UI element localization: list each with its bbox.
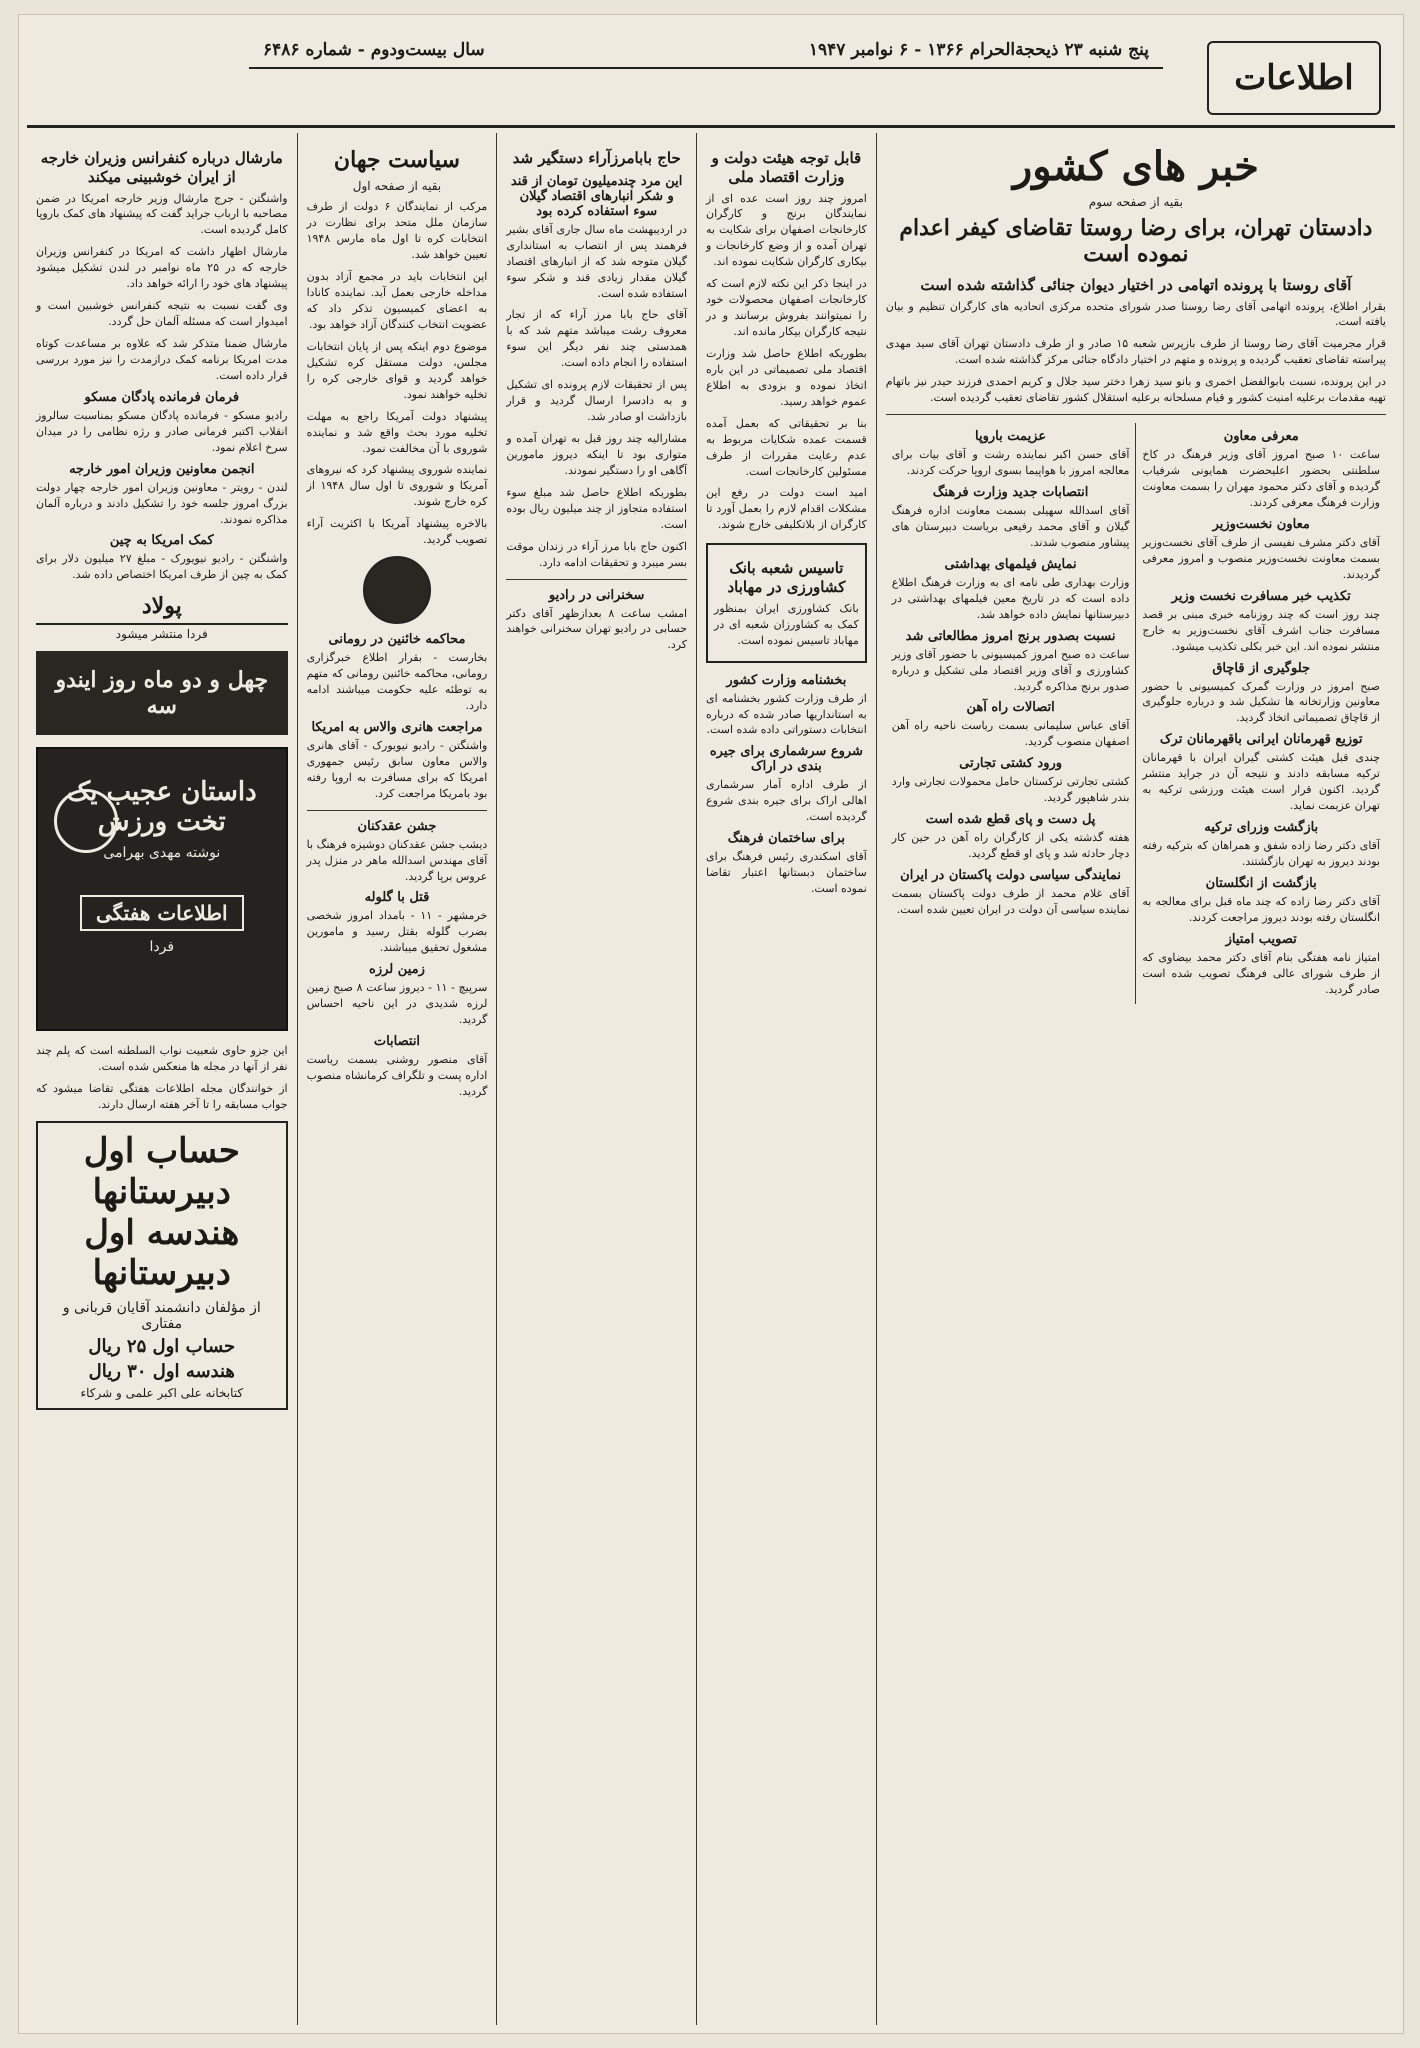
lead-headline: دادستان تهران، برای رضا روستا تقاضای کیفر اعدام نموده است [899, 215, 1373, 268]
news-text: رادیو مسکو - فرمانده پادگان مسکو بمناسبت سالروز انقلاب اکتبر فرمانی صادر و رژه نظامی را در میدان سرخ اعلام نمود. [35, 408, 288, 454]
news-heading: فرمان فرمانده پادگان مسکو [84, 389, 240, 405]
issue-date: پنج شنبه ۲۳ ذیحجةالحرام ۱۳۶۶ - ۶ نوامبر ۱۹۴۷ [808, 40, 1149, 60]
section-title: سیاست جهان [333, 147, 460, 173]
article-text: مرکب از نمایندگان ۶ دولت از طرف سازمان ملل متحد برای نظارت در انتخابات کره تا اول ماه مارس ۱۹۴۸ تعیین خواهد شد. [306, 200, 488, 262]
article-text: پس از تحقیقات لازم پرونده ای تشکیل و به دادسرا ارسال گردید و قرار بازداشت او صادر شد. [506, 378, 688, 424]
article-text: امروز چند روز است عده ای از نمایندگان برنج و کارگران کارخانجات اصفهان برای شکایت به تهران آمده و از وضع کارخانجات و بیکاری کارگران شکایت نموده اند. [706, 191, 867, 269]
article-headline: حاج بابامرزآراء دستگیر شد [512, 149, 681, 167]
dark-banner-ad: چهل و دو ماه روز ایندو سه [36, 651, 288, 735]
article-text: امید است دولت در رفع این مشکلات اقدام لازم را بعمل آورد تا کارگران از بلاتکلیفی خارج شوند. [706, 486, 867, 532]
textbook-ad [36, 1121, 288, 1410]
issue-number: سال بیست‌ودوم - شماره ۶۴۸۶ [263, 40, 485, 60]
news-text: لندن - رویتر - معاونین وزیران امور خارجه چهار دولت بزرگ امروز جلسه خود را تشکیل دادند و درباره آلمان مذاکره نمودند. [35, 480, 288, 526]
news-heading: توزیع قهرمانان ایرانی باقهرمانان ترک [1159, 732, 1363, 748]
newspaper-page [18, 14, 1404, 2034]
article-text: بطوریکه اطلاع حاصل شد وزارت اقتصاد ملی تصمیماتی در این باره اتخاذ نموده و بزودی به اطلاع عموم خواهد رسید. [706, 346, 867, 408]
weekly-magazine-ad [36, 747, 288, 1031]
article-text: وی گفت نسبت به نتیجه کنفرانس خوشبین است و امیدوار است که مسئله آلمان حل گردد. [35, 299, 288, 329]
column-arrest [496, 133, 696, 2025]
article-text: واشنگتن - جرج مارشال وزیر خارجه امریکا در ضمن مصاحبه با ارباب جراید گفت که پیشنهاد های کمک باروپا کامل گردیده است. [35, 191, 288, 237]
ad-line: حساب اول دبیرستانها [83, 1131, 240, 1212]
notice-text: این جزو حاوی شعبیت نواب السلطنه است که پلم چند نفر از آنها در مجله ها منعکس شده است. [35, 1044, 288, 1074]
news-heading: تصویب امتیاز [1225, 931, 1297, 947]
article-text: اکنون حاج بابا مرز آراء در زندان موقت بسر میبرد و تحقیقات ادامه دارد. [506, 539, 688, 569]
news-text: از طرف وزارت کشور بخشنامه ای به استانداریها صادر شده که درباره انتخابات دستوراتی داده شده است. [706, 691, 867, 737]
news-text: امتیاز نامه هفتگی بنام آقای دکتر محمد بیضاوی که از طرف شورای عالی فرهنگ تصویب شده است صادر گردید. [1142, 950, 1380, 996]
ad-publisher: کتابخانه علی اکبر علمی و شرکاء [80, 1386, 244, 1401]
article-text: موضوع دوم اینکه پس از پایان انتخابات مجلس، دولت مستقل کره تشکیل خواهد گردید و قوای خارجی کره را تخلیه خواهند نمود. [306, 339, 488, 401]
article-text: بطوریکه اطلاع حاصل شد مبلغ سوء استفاده متجاوز از چند میلیون ریال بوده است. [506, 485, 688, 531]
ad-label: اطلاعات هفتگی [80, 895, 244, 931]
news-text: آقای اسکندری رئیس فرهنگ برای ساختمان دبستانها اعتبار تقاضا نموده است. [706, 850, 867, 896]
news-heading: انتصابات جدید وزارت فرهنگ [932, 485, 1089, 501]
divider [307, 810, 488, 811]
ad-title: داستان عجیب یک تخت ورزش [66, 777, 257, 838]
section-title: خبر های کشور [1012, 143, 1259, 190]
news-text: چند روز است که چند روزنامه خبری مبنی بر قصد مسافرت جناب اشرف آقای نخست‌وزیر به خارج منتشر نموده اند. این خبر بکلی تکذیب میشود. [1142, 607, 1380, 653]
news-text: آقای حسن اکبر نماینده رشت و آقای بیات برای معالجه امروز با هواپیما بسوی اروپا حرکت کردند. [891, 448, 1130, 478]
news-heading: بازگشت وزرای ترکیه [1204, 820, 1319, 836]
news-text: ساعت ده صبح امروز کمیسیونی با حضور آقای وزیر کشاورزی و آقای وزیر اقتصاد ملی تشکیل و درباره صدور برنج مذاکره گردید. [891, 647, 1130, 693]
news-text: کشتی تجارتی ترکستان حامل محمولات تجارتی وارد بندر شاهپور گردید. [891, 775, 1130, 805]
continued-label: بقیه از صفحه اول [352, 179, 442, 194]
box-text: بانک کشاورزی ایران بمنظور کمک به کشاورزان شعبه ای در مهاباد تاسیس نموده است. [714, 601, 859, 647]
news-heading: جشن عقدکنان [357, 818, 437, 834]
news-subcolumns [886, 423, 1386, 1004]
article-text: پیشنهاد دولت آمریکا راجع به مهلت تخلیه مورد بحث واقع شد و نماینده شوروی با آن مخالفت نمود. [306, 409, 488, 455]
subcolumn-right [1135, 423, 1386, 1004]
news-text: آقای دکتر مشرف نفیسی از طرف آقای نخست‌وزیر بسمت معاونت نخست‌وزیر منصوب و امروز معرفی گردیدند. [1142, 535, 1380, 581]
article-text: آقای حاج بابا مرز آراء که از تجار معروف رشت میباشد متهم شد که با همدستی چند نفر دیگر این سوء استفاده را انجام داده است. [506, 308, 688, 370]
masthead-logo: اطلاعات [1207, 41, 1381, 115]
news-text: واشنگتن - رادیو نیویورک - مبلغ ۲۷ میلیون دلار برای کمک به چین از طرف امریکا اختصاص داده شد. [35, 552, 288, 582]
column-country-news [876, 133, 1395, 2025]
article-text: بالاخره پیشنهاد آمریکا با اکثریت آراء تصویب گردید. [306, 517, 488, 547]
news-heading: محاکمه خائنین در رومانی [328, 632, 466, 648]
news-text: آقای دکتر رضا زاده شفق و همراهان که بترکیه رفته بودند دیروز به تهران بازگشتند. [1142, 839, 1380, 869]
article-text: این انتخابات باید در مجمع آزاد بدون مداخله خارجی بعمل آید. نماینده کانادا به اعضای کمیسیون تذکر داد که عضویت انتخاب کنندگان آزاد خواهد بود. [306, 270, 488, 331]
news-heading: نسبت بصدور برنج امروز مطالعاتی شد [905, 628, 1116, 644]
news-text: آقای دکتر رضا زاده که چند ماه قبل برای معالجه به انگلستان رفته بودند دیروز مراجعت کردند. [1142, 894, 1380, 924]
article-text: نماینده شوروی پیشنهاد کرد که نیروهای آمریکا و شوروی تا اول سال ۱۹۴۸ از کره خارج شوند. [306, 463, 488, 509]
news-heading: عزیمت باروپا [975, 429, 1047, 445]
news-heading: نمایندگی سیاسی دولت پاکستان در ایران [900, 868, 1121, 884]
news-text: وزارت بهداری طی نامه ای به وزارت فرهنگ اطلاع داده است که در تاریخ معین فیلمهای بهداشتی در دبیرستانها نمایش داده خواهد شد. [891, 575, 1130, 621]
news-heading: پل دست و پای قطع شده است [925, 812, 1096, 828]
news-heading: اتصالات راه آهن [966, 700, 1055, 716]
news-text: آقای اسدالله سهیلی بسمت معاونت اداره فرهنگ گیلان و آقای محمد رفیعی بریاست دبیرستان های پیشاور منصوب شدند. [891, 504, 1130, 549]
news-heading: بخشنامه وزارت کشور [726, 672, 847, 688]
header [19, 15, 1403, 133]
news-text: صبح امروز در وزارت گمرک کمیسیونی با حضور معاونین وزارتخانه ها تشکیل شد و درباره جلوگیری از قاچاق تصمیماتی اتخاذ گردید. [1142, 679, 1380, 725]
ad-price: حساب اول ۲۵ ریال [88, 1336, 236, 1358]
ad-subtitle: نوشته مهدی بهرامی [103, 845, 221, 862]
divider [886, 414, 1386, 415]
news-heading: قتل با گلوله [364, 890, 430, 906]
tennis-racket-icon [54, 789, 118, 853]
news-text: آقای عباس سلیمانی بسمت ریاست ناحیه راه آهن اصفهان منصوب گردید. [891, 719, 1130, 749]
news-text: خرمشهر - ۱۱ - بامداد امروز شخصی بضرب گلوله بقتل رسید و مامورین مشغول تحقیق میباشند. [306, 909, 488, 955]
news-heading: انتصابات [373, 1034, 421, 1050]
news-heading: مراجعت هانری والاس به امریکا [311, 719, 483, 735]
boxed-news [706, 543, 867, 662]
column-foreign-news [27, 133, 297, 2025]
news-text: هفته گذشته یکی از کارگران راه آهن در حین کار دچار حادثه شد و پای او قطع گردید. [891, 831, 1130, 861]
article-subheadline: این مرد چندمیلیون تومان از قند و شکر انبارهای اقتصاد گیلان سوء استفاده کرده بود [510, 173, 683, 219]
continued-label: بقیه از صفحه سوم [1088, 195, 1183, 209]
news-text: از طرف اداره آمار سرشماری اهالی اراک برای جیره بندی شروع گردیده است. [706, 778, 867, 824]
columns [27, 133, 1395, 2025]
news-text: امشب ساعت ۸ بعدازظهر آقای دکتر حسابی در رادیو تهران سخنرانی خواهند کرد. [506, 606, 688, 652]
dateline [249, 33, 1163, 69]
article-text: در اردیبهشت ماه سال جاری آقای بشیر فرهمند پس از انتصاب به استانداری گیلان متوجه شد که از انبارهای اقتصاد گیلان مقدار زیادی قند و شکر سوء استفاده شده است. [506, 222, 688, 300]
news-heading: معاون نخست‌وزیر [1212, 516, 1310, 532]
article-text: مارشال اظهار داشت که امریکا در کنفرانس وزیران خارجه که در ۲۵ ماه نوامبر در لندن تشکیل میشود پیشنهاد های خود را ارائه خواهد داد. [35, 245, 288, 291]
ad-line: هندسه اول دبیرستانها [84, 1212, 240, 1294]
news-heading: سخنرانی در رادیو [548, 587, 645, 603]
news-text: آقای منصور روشنی بسمت ریاست اداره پست و تلگراف کرمانشاه منصوب گردید. [306, 1053, 488, 1098]
article-text: مارشال ضمنا متذکر شد که علاوه بر مساعدت کوتاه مدت امریکا برنامه کمک درازمدت را نیز مورد بررسی قرار داده است. [35, 337, 288, 382]
news-heading: بازگشت از انگلستان [1205, 875, 1317, 891]
article-text: در این پرونده، نسبت بابوالفضل اخمری و بانو سید زهرا دختر سید جلال و کریم احمدی فرزند حیدر نیز باتهام تهیه مقدمات برعلیه امنیت کشور و قیام مسلحانه برعلیه استقلال کشور تقاضای تعقیب گردیده است. [885, 375, 1386, 405]
ad-sub-label: فردا [149, 939, 175, 956]
notice-text: از خوانندگان مجله اطلاعات هفتگی تقاضا میشود که جواب مسابقه را تا آخر هفته ارسال دارند. [35, 1082, 288, 1112]
news-heading: شروع سرشماری برای جیره بندی در اراک [709, 744, 863, 775]
news-text: چندی قبل هیئت کشتی گیران ایران با قهرمانان ترکیه مسابقه دادند و نتیجه آن در جراید منتشر گردید. اکنون قرار است هیئت ورزشی ترکیه به تهران عزیمت نماید. [1142, 751, 1380, 813]
news-heading: کمک امریکا به چین [109, 533, 214, 549]
ad-price: هندسه اول ۳۰ ریال [88, 1361, 235, 1383]
article-headline: مارشال درباره کنفرانس وزیران خارجه از ایران خوشبینی میکند [40, 149, 283, 186]
column-world-politics [297, 133, 497, 2025]
article-text: بقرار اطلاع، پرونده اتهامی آقای رضا روستا صدر شورای متحده مرکزی اتحادیه های کارگران تنظیم و بیان یافته است. [885, 299, 1386, 329]
news-text: ساعت ۱۰ صبح امروز آقای وزیر فرهنگ در کاخ سلطنتی بحضور اعلیحضرت همایونی شرفیاب گردیده و آقای دکتر محمود مهران را بسمت معاونت وزارت فرهنگ معرفی کردند. [1142, 448, 1380, 509]
divider [506, 579, 687, 580]
news-heading: نمایش فیلمهای بهداشتی [944, 556, 1077, 572]
news-heading: برای ساختمان فرهنگ [727, 831, 846, 847]
article-text: بنا بر تحقیقاتی که بعمل آمده قسمت عمده شکایات مربوط به عدم رعایت مقررات از طرف مسئولین کارخانجات است. [706, 416, 867, 478]
news-heading: معرفی معاون [1223, 429, 1299, 445]
article-text: در اینجا ذکر این نکته لازم است که کارخانجات اصفهان محصولات خود را نمیتوانند بفروش برسانند و در نتیجه کارگران بیکار مانده اند. [706, 277, 867, 338]
news-heading: انجمن معاونین وزیران امور خارجه [69, 461, 255, 477]
article-text: مشارالیه چند روز قبل به تهران آمده و متواری بود تا اینکه دیروز مامورین آگاهی او را دستگیر نمودند. [506, 432, 688, 477]
article-headline: قابل توجه هیئت دولت و وزارت اقتصاد ملی [711, 149, 862, 186]
article-text: قرار مجرمیت آقای رضا روستا از طرف بازپرس شعبه ۱۵ صادر و از طرف دادستان تهران آقای سید مهدی پیراسته تقاضای تعقیب گردیده و پرونده و متهم در اختیار دادگاه جنائی مرکز گذاشته شده است. [885, 337, 1386, 367]
emblem-icon [363, 556, 431, 624]
news-text: دیشب جشن عقدکنان دوشیزه فرهنگ با آقای مهندس اسدالله ماهر در منزل پدر عروس برپا گردید. [306, 837, 488, 883]
news-text: آقای غلام محمد از طرف دولت پاکستان بسمت نماینده سیاسی آن دولت در ایران تعیین شده است. [891, 887, 1130, 917]
news-text: بخارست - بقرار اطلاع خبرگزاری رومانی، محاکمه خائنین رومانی که متهم به توطئه علیه حکومت میباشند ادامه دارد. [306, 651, 488, 712]
news-heading: تکذیب خبر مسافرت نخست وزیر [1171, 588, 1351, 604]
pulad-notice [36, 589, 288, 625]
lead-subhead: آقای روستا با پرونده اتهامی در اختیار دیوان جنائی گذاشته شده است [920, 275, 1352, 294]
news-heading: زمین لرزه [369, 962, 425, 978]
news-text: واشنگتن - رادیو نیویورک - آقای هانری والاس معاون سابق رئیس جمهوری امریکا که برای مسافرت به اروپا رفته بود بامریکا مراجعت کرد. [306, 738, 488, 800]
pulad-title: پولاد [141, 593, 182, 620]
news-heading: جلوگیری از قاچاق [1212, 660, 1311, 676]
header-rule [27, 125, 1395, 128]
box-headline: تاسیس شعبه بانک کشاورزی در مهاباد [727, 559, 846, 596]
ad-line: از مؤلفان دانشمند آقایان قربانی و مفتاری [62, 1300, 261, 1333]
news-text: سرپیچ - ۱۱ - دیروز ساعت ۸ صبح زمین لرزه شدیدی در این ناحیه احساس گردید. [306, 981, 488, 1027]
news-heading: ورود کشتی تجارتی [959, 756, 1063, 772]
pulad-subtitle: فردا منتشر میشود [115, 627, 208, 642]
subcolumn-left [886, 423, 1136, 1004]
column-economy [696, 133, 876, 2025]
